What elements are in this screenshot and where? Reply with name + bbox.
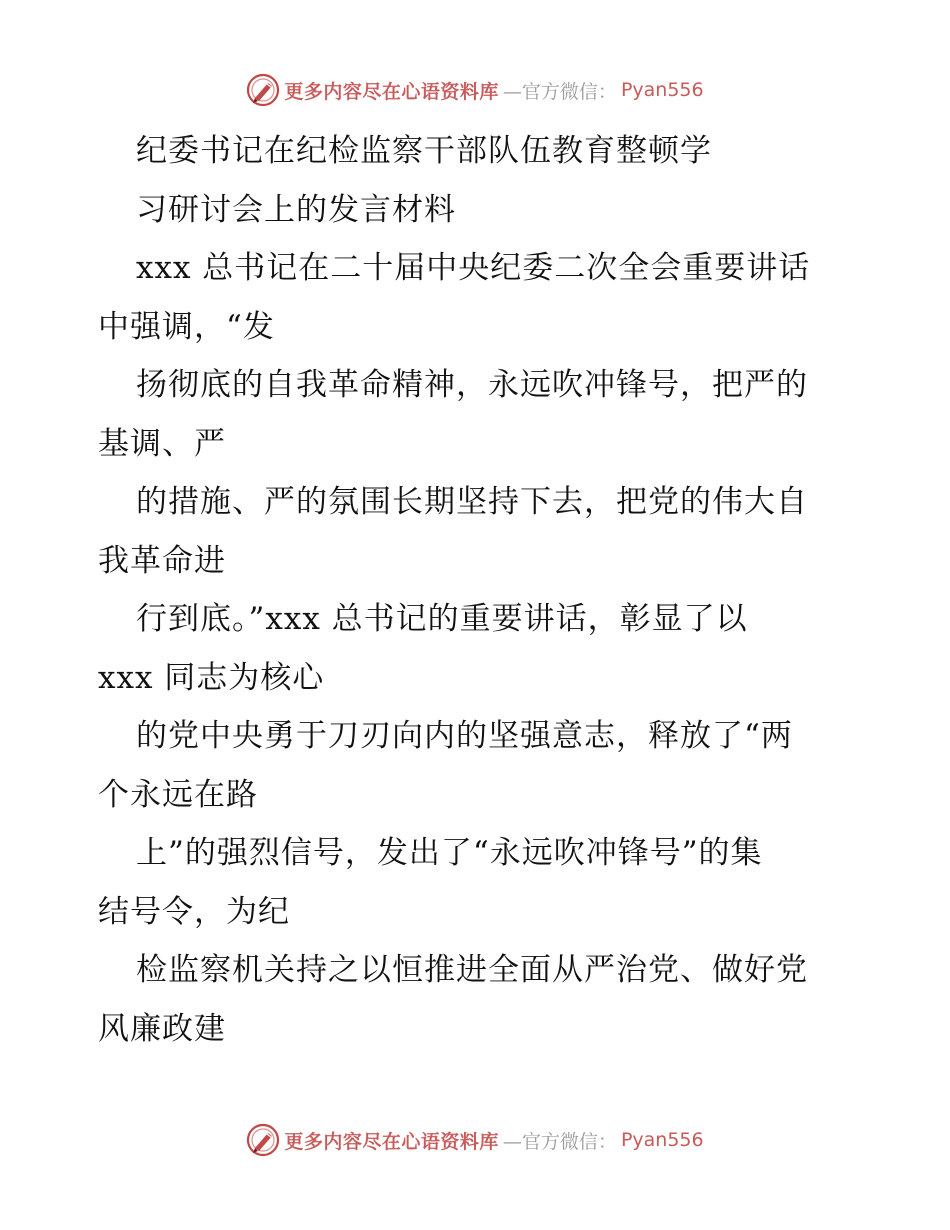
text-line: 结号令，为纪	[98, 893, 290, 930]
text-line: 上”的强烈信号，发出了“永远吹冲锋号”的集	[136, 835, 763, 871]
header-watermark	[0, 70, 950, 110]
text-line: 习研讨会上的发言材料	[136, 191, 456, 228]
text-line: 的措施、严的氛围长期坚持下去，把党的伟大自	[136, 484, 808, 520]
footer-watermark	[0, 1120, 950, 1160]
header-watermark-separator: —官方微信：	[502, 80, 617, 103]
footer-watermark-brand: 更多内容尽在心语资料库	[284, 1130, 499, 1153]
text-line: 行到底。”xxx 总书记的重要讲话，彰显了以	[136, 601, 748, 637]
text-line: 纪委书记在纪检监察干部队伍教育整顿学	[136, 133, 712, 169]
footer-watermark-inner	[246, 1123, 703, 1157]
footer-watermark-handle: Pyan556	[620, 1129, 704, 1151]
header-watermark-inner	[246, 73, 703, 107]
text-line: xxx 总书记在二十届中央纪委二次全会重要讲话	[136, 250, 811, 286]
footer-watermark-separator: —官方微信：	[502, 1130, 617, 1153]
text-line: 扬彻底的自我革命精神，永远吹冲锋号，把严的	[136, 367, 808, 403]
text-line: 个永远在路	[98, 776, 258, 813]
text-line: 基调、严	[98, 425, 226, 462]
text-line: 检监察机关持之以恒推进全面从严治党、做好党	[136, 952, 808, 988]
pen-logo-icon	[246, 1123, 280, 1157]
header-watermark-handle: Pyan556	[620, 79, 704, 101]
text-line: 中强调，“发	[98, 308, 275, 345]
document-body	[98, 122, 858, 1058]
header-watermark-brand: 更多内容尽在心语资料库	[284, 80, 499, 103]
text-line: xxx 同志为核心	[98, 659, 325, 696]
text-line: 我革命进	[98, 542, 226, 579]
text-line: 风廉政建	[98, 1010, 226, 1047]
pen-logo-icon	[246, 73, 280, 107]
text-line: 的党中央勇于刀刃向内的坚强意志，释放了“两	[136, 718, 793, 754]
